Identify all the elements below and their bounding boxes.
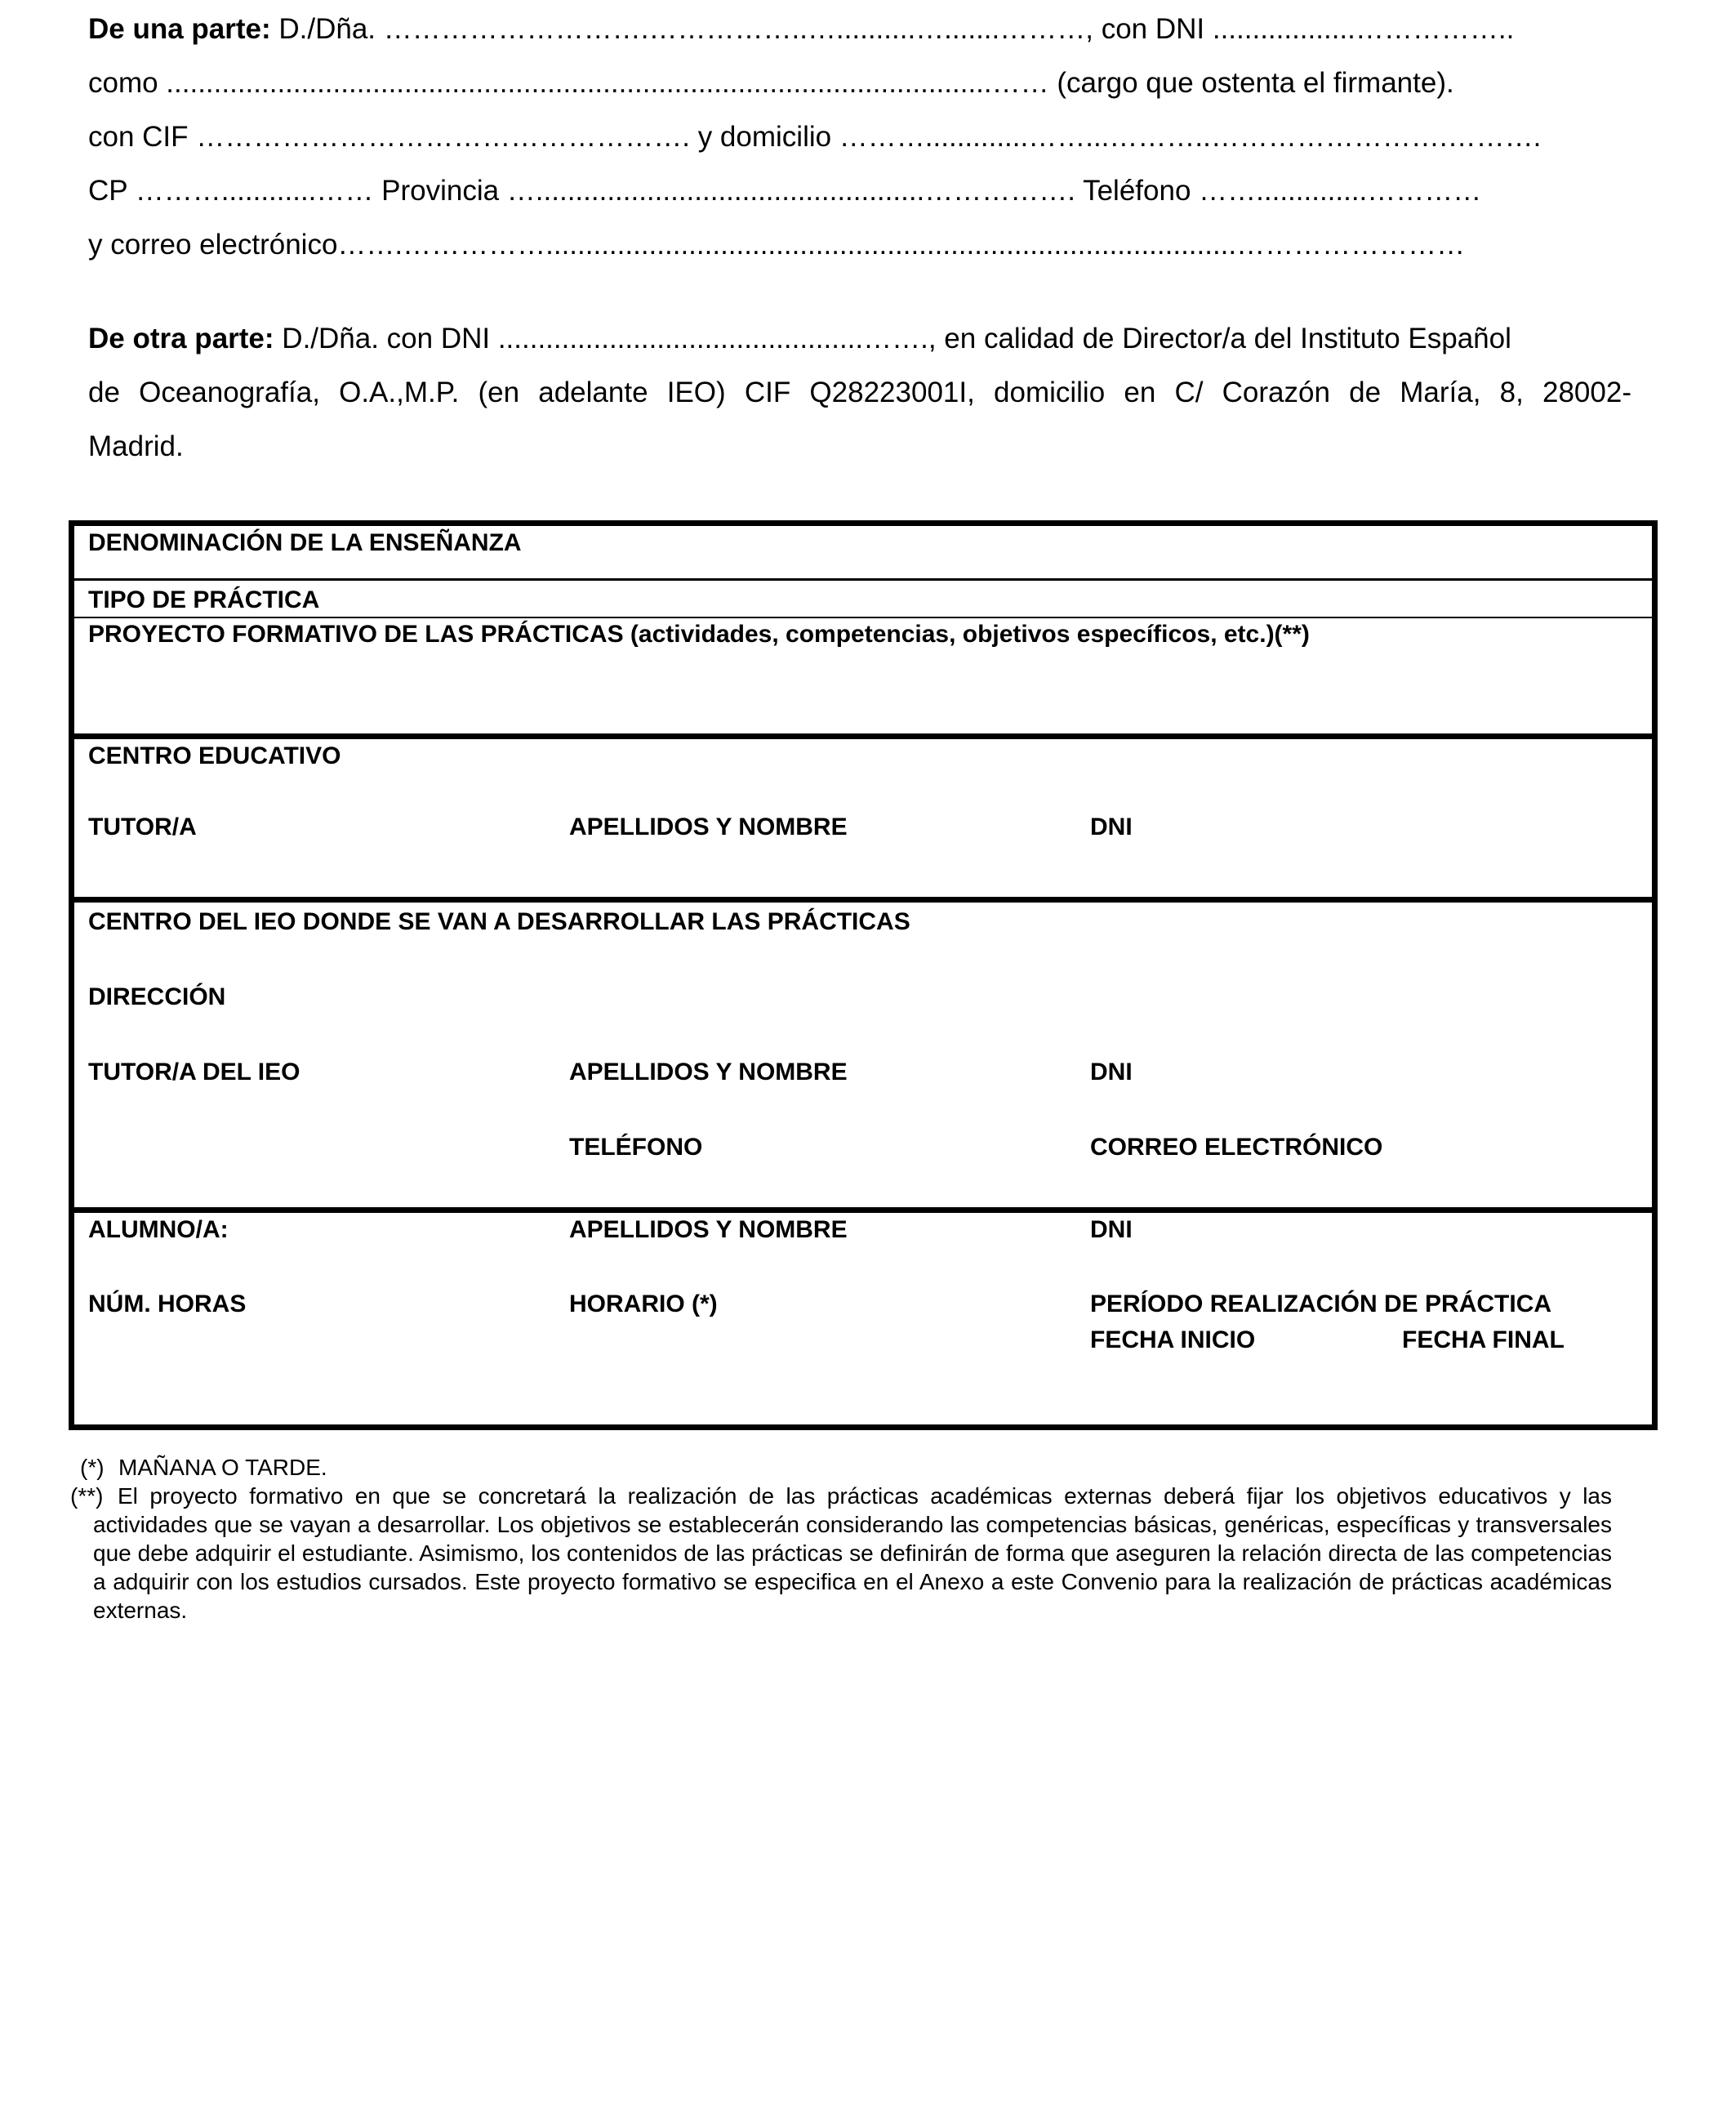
campo-num-horas: NÚM. HORAS: [88, 1291, 247, 1317]
campo-fecha-inicio: FECHA INICIO: [1090, 1326, 1256, 1353]
primera-parte-linea-2: como ........................................................................................................…… (cargo que ostenta el firmante).: [88, 67, 1454, 99]
campo-tutor: TUTOR/A: [88, 814, 197, 840]
otra-parte-texto-1: D./Dña. con DNI ..............................................……., en calidad de Director/a del Instituto Español: [274, 323, 1511, 354]
campo-correo-electronico: CORREO ELECTRÓNICO: [1090, 1134, 1383, 1161]
primera-parte-label: De una parte:: [88, 13, 271, 45]
campo-tutor-ieo-dni: DNI: [1090, 1059, 1133, 1085]
nota-1-marca: (*): [80, 1455, 105, 1480]
campo-periodo-realizacion: PERÍODO REALIZACIÓN DE PRÁCTICA: [1090, 1291, 1552, 1317]
primera-parte-linea-1: [88, 13, 1514, 46]
otra-parte-linea-3: Madrid.: [88, 430, 184, 462]
campo-horario: HORARIO (*): [569, 1291, 718, 1317]
campo-tutor-dni: DNI: [1090, 814, 1133, 840]
campo-centro-educativo: CENTRO EDUCATIVO: [88, 742, 341, 769]
otra-parte-linea-1: [88, 323, 1511, 355]
campo-alumno-apellidos-nombre: APELLIDOS Y NOMBRE: [569, 1216, 848, 1243]
campo-denominacion: DENOMINACIÓN DE LA ENSEÑANZA: [88, 529, 522, 556]
separador-tipo: [69, 617, 1658, 618]
separador-centro-educativo: [69, 733, 1658, 739]
separador-denominacion: [69, 578, 1658, 581]
nota-2-marca: (**): [70, 1483, 104, 1509]
primera-parte-texto-1: D./Dña. ……………………….……………..…..........….......………, con DNI ..................……………..: [270, 13, 1515, 45]
primera-parte-linea-3: con CIF ……………………………………………. y domicilio ……….............……...………..…………………….……….: [88, 121, 1542, 153]
campo-tutor-ieo: TUTOR/A DEL IEO: [88, 1059, 300, 1085]
campo-tutor-ieo-apellidos-nombre: APELLIDOS Y NOMBRE: [569, 1059, 848, 1085]
separador-centro-ieo: [69, 897, 1658, 903]
campo-tipo-practica: TIPO DE PRÁCTICA: [88, 586, 320, 613]
separador-alumno: [69, 1207, 1658, 1213]
otra-parte-label: De otra parte:: [88, 323, 274, 354]
campo-alumno: ALUMNO/A:: [88, 1216, 229, 1243]
campo-tutor-apellidos-nombre: APELLIDOS Y NOMBRE: [569, 814, 848, 840]
campo-proyecto-formativo: PROYECTO FORMATIVO DE LAS PRÁCTICAS (actividades, competencias, objetivos específicos, etc.)(**): [88, 621, 1310, 648]
nota-1-texto: MAÑANA O TARDE.: [118, 1455, 327, 1480]
campo-telefono: TELÉFONO: [569, 1134, 703, 1161]
campo-direccion: DIRECCIÓN: [88, 983, 226, 1010]
primera-parte-linea-5: y correo electrónico…….…………….......................................................................................……………………: [88, 229, 1466, 261]
otra-parte-linea-2: de Oceanografía, O.A.,M.P. (en adelante IEO) CIF Q28223001I, domicilio en C/ Corazón de María, 8, 28002-: [88, 377, 1631, 408]
nota-2-texto: El proyecto formativo en que se concretará la realización de las prácticas académicas externas deberá fijar los objetivos educativos y las actividades que se vayan a desarrollar. Los objetivos se establecerán considerando las competencias básicas, genéricas, específicas y transversales que debe adquirir el estudiante. Asimismo, los contenidos de las prácticas se definirán de forma que aseguren la relación directa de las competencias a adquirir con los estudios cursados. Este proyecto formativo se especifica en el Anexo a este Convenio para la realización de prácticas académicas externas.: [93, 1483, 1612, 1623]
campo-fecha-final: FECHA FINAL: [1402, 1326, 1565, 1353]
primera-parte-linea-4: CP ………............…… Provincia ….................................................……………. Teléfono ……..............…………: [88, 175, 1482, 207]
campo-alumno-dni: DNI: [1090, 1216, 1133, 1243]
campo-centro-ieo: CENTRO DEL IEO DONDE SE VAN A DESARROLLAR LAS PRÁCTICAS: [88, 908, 910, 935]
